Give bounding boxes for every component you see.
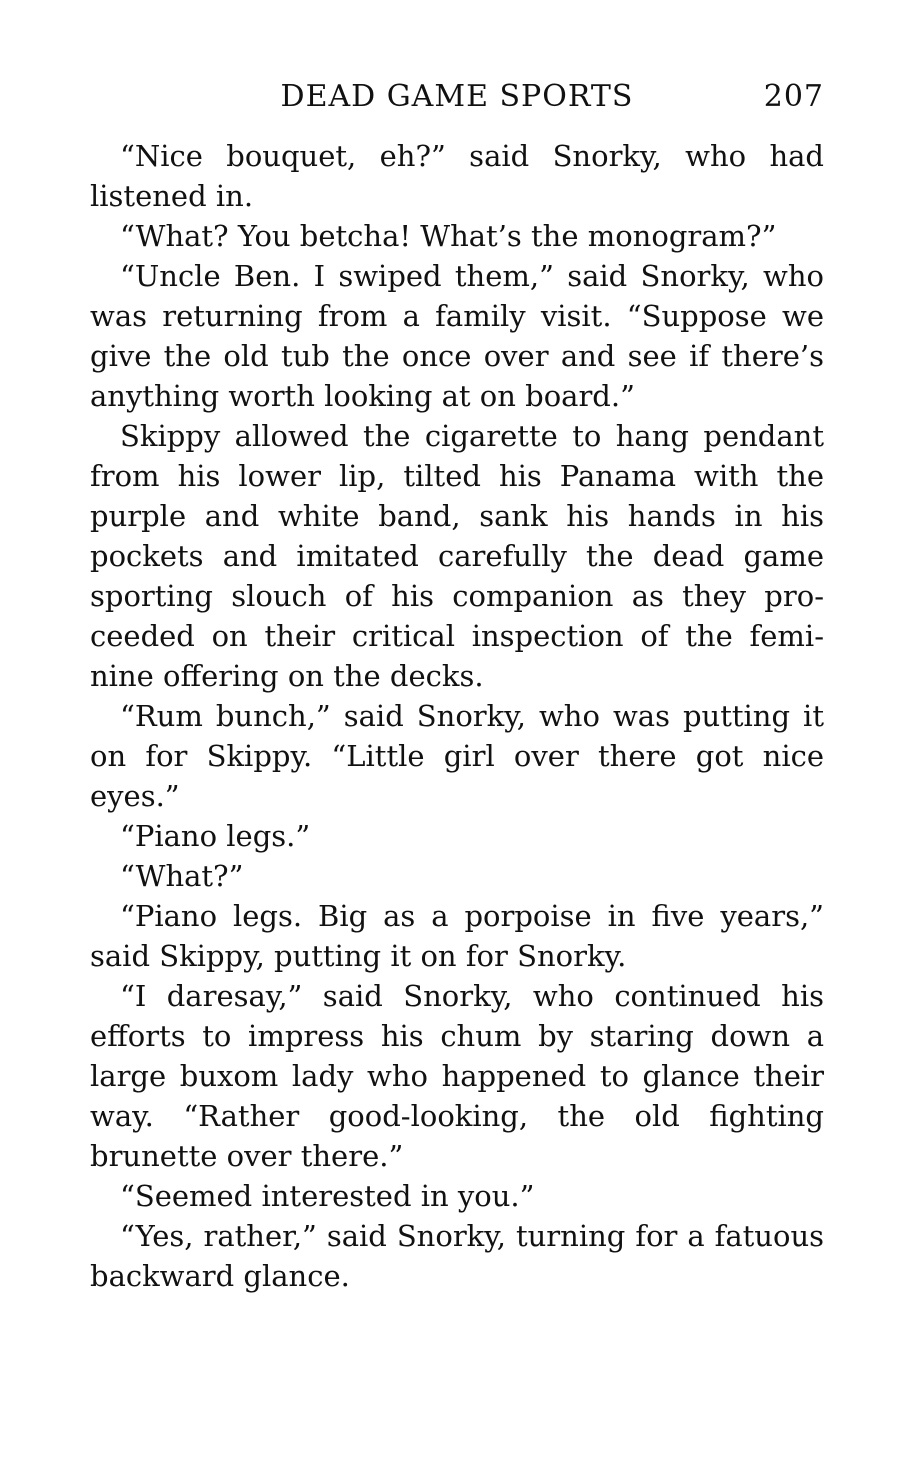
- paragraph: “Seemed interested in you.”: [120, 1179, 535, 1213]
- paragraph: “Rum bunch,” said Snorky, who was putting it on for Skippy. “Little girl over there got nice eyes.”: [90, 699, 824, 813]
- paragraph: “What?”: [120, 859, 244, 893]
- paragraph: Skippy allowed the cigarette to hang pendant from his lower lip, tilted his Panama with the purple and white band, sank his hands in his pockets and imitated carefully the dead game sporting slouch of his companion as they proceeded on their critical inspection of the feminine offering on the decks.: [90, 419, 824, 693]
- book-page: [90, 70, 824, 1296]
- paragraph: “Nice bouquet, eh?” said Snorky, who had listened in.: [90, 139, 824, 213]
- page-number: 207: [763, 79, 824, 114]
- running-title: DEAD GAME SPORTS: [280, 79, 634, 114]
- body-text: [90, 136, 824, 1296]
- paragraph: “What? You betcha! What’s the monogram?”: [120, 219, 777, 253]
- paragraph: “I daresay,” said Snorky, who continued his efforts to impress his chum by staring down a large buxom lady who happened to glance their way. “Rather good-looking, the old fighting brunette over there.”: [90, 979, 824, 1173]
- running-head: [90, 70, 824, 124]
- paragraph: “Uncle Ben. I swiped them,” said Snorky, who was returning from a family visit. “Suppose we give the old tub the once over and see if there’s anything worth looking at on board.”: [90, 259, 824, 413]
- paragraph: “Piano legs. Big as a porpoise in five years,” said Skippy, putting it on for Snorky.: [90, 899, 824, 973]
- paragraph: “Piano legs.”: [120, 819, 311, 853]
- paragraph: “Yes, rather,” said Snorky, turning for a fatuous backward glance.: [90, 1219, 824, 1293]
